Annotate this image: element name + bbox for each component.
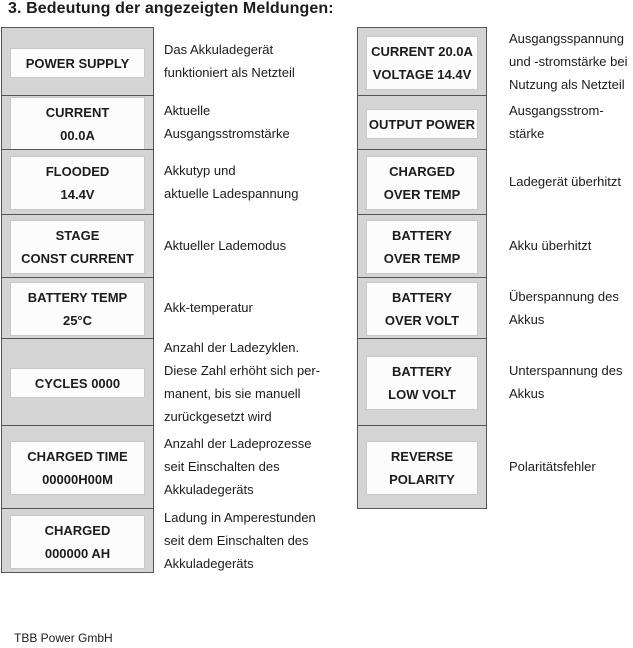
display-text-line: CURRENT — [45, 105, 110, 120]
message-description — [164, 38, 295, 84]
description-line: Anzahl der Ladezyklen. — [164, 340, 300, 355]
description-line: Ausgangsstrom- — [509, 103, 604, 118]
lcd-screen — [366, 356, 478, 410]
display-text-line: CYCLES 0000 — [34, 375, 121, 391]
message-display-right-2 — [357, 95, 487, 150]
description-line: Diese Zahl erhöht sich per- — [164, 363, 321, 378]
message-display-left-3 — [1, 149, 154, 215]
message-description — [164, 506, 316, 575]
description-line: Aktuelle — [164, 103, 211, 118]
display-text-line: STAGE — [55, 228, 100, 243]
display-text-line: CHARGED TIME — [27, 449, 128, 464]
display-text-line: BATTERY — [392, 364, 452, 379]
description-line: Ausgangsspannung — [509, 31, 624, 46]
message-description — [509, 27, 628, 96]
description-line: Akkutyp und — [164, 163, 236, 178]
display-text-line: CONST CURRENT — [21, 251, 134, 266]
display-text-line: BATTERY — [392, 228, 452, 243]
message-description — [164, 159, 298, 205]
description-line: und -stromstärke bei — [509, 54, 628, 69]
description-line: Aktueller Lademodus — [164, 238, 287, 253]
message-description — [164, 432, 311, 501]
description-line: seit dem Einschalten des — [164, 533, 309, 548]
lcd-screen — [10, 515, 145, 569]
message-display-left-5 — [1, 277, 154, 339]
display-text-line: 25°C — [62, 313, 93, 328]
footer-company: TBB Power GmbH — [14, 631, 113, 645]
description-line: Anzahl der Ladeprozesse — [164, 436, 312, 451]
description-line: Akku überhitzt — [509, 238, 592, 253]
display-text-line: CHARGED — [44, 523, 111, 538]
display-text-line: 00.0A — [60, 128, 95, 143]
description-line: aktuelle Ladespannung — [164, 186, 299, 201]
description-line: Akkus — [509, 386, 545, 401]
message-description — [509, 99, 604, 145]
display-text-line: OVER TEMP — [383, 187, 461, 202]
message-description — [509, 285, 619, 331]
message-display-left-4 — [1, 214, 154, 278]
description-line: Das Akkuladegerät — [164, 42, 274, 57]
display-text-line: CURRENT 20.0A — [371, 44, 473, 59]
message-description — [164, 296, 253, 319]
message-description — [509, 455, 596, 478]
message-display-right-7 — [357, 425, 487, 509]
lcd-screen — [10, 156, 145, 210]
message-display-right-1 — [357, 27, 487, 96]
lcd-screen — [10, 282, 145, 336]
description-line: Akk-temperatur — [164, 300, 253, 315]
lcd-screen — [366, 156, 478, 210]
description-line: funktioniert als Netzteil — [164, 65, 295, 80]
message-display-right-5 — [357, 277, 487, 339]
description-line: Polaritätsfehler — [509, 459, 596, 474]
lcd-screen — [10, 97, 145, 151]
display-text-line: POLARITY — [389, 472, 455, 487]
message-display-left-7 — [1, 425, 154, 509]
display-text-line: 00000H00M — [42, 472, 113, 487]
lcd-screen — [10, 368, 145, 398]
description-line: zurückgesetzt wird — [164, 409, 272, 424]
lcd-screen — [366, 282, 478, 336]
description-line: Unterspannung des — [509, 363, 623, 378]
message-description — [164, 336, 320, 428]
lcd-screen — [10, 441, 145, 495]
description-line: Ladegerät überhitzt — [509, 174, 622, 189]
display-text-line: POWER SUPPLY — [25, 55, 130, 71]
description-line: Akkus — [509, 312, 545, 327]
message-display-left-8 — [1, 508, 154, 573]
display-text-line: REVERSE — [390, 449, 454, 464]
message-display-right-3 — [357, 149, 487, 215]
message-description — [164, 99, 290, 145]
lcd-screen — [366, 441, 478, 495]
display-text-line: BATTERY TEMP — [27, 290, 128, 305]
display-text-line: FLOODED — [45, 164, 110, 179]
section-heading: 3. Bedeutung der angezeigten Meldungen: — [8, 0, 334, 17]
message-description — [509, 170, 621, 193]
message-display-left-2 — [1, 95, 154, 150]
description-line: Ausgangsstromstärke — [164, 126, 290, 141]
description-line: Akkuladegeräts — [164, 482, 254, 497]
description-line: seit Einschalten des — [164, 459, 280, 474]
message-display-left-6 — [1, 338, 154, 426]
description-line: Ladung in Amperestunden — [164, 510, 316, 525]
message-description — [164, 234, 286, 257]
display-text-line: CHARGED — [389, 164, 455, 179]
display-text-line: OVER TEMP — [383, 251, 461, 266]
description-line: Überspannung des — [509, 289, 619, 304]
message-display-right-4 — [357, 214, 487, 278]
lcd-screen — [366, 220, 478, 274]
display-text-line: OVER VOLT — [384, 313, 460, 328]
display-text-line: LOW VOLT — [388, 387, 456, 402]
message-description — [509, 359, 622, 405]
lcd-screen — [366, 36, 478, 90]
message-display-right-6 — [357, 338, 487, 426]
description-line: stärke — [509, 126, 545, 141]
display-text-line: VOLTAGE 14.4V — [372, 67, 472, 82]
description-line: Nutzung als Netzteil — [509, 77, 625, 92]
display-text-line: 14.4V — [60, 187, 95, 202]
message-description — [509, 234, 591, 257]
description-line: manent, bis sie manuell — [164, 386, 301, 401]
lcd-screen — [10, 48, 145, 78]
message-display-left-1 — [1, 27, 154, 96]
display-text-line: OUTPUT POWER — [368, 116, 476, 132]
display-text-line: 000000 AH — [44, 546, 111, 561]
lcd-screen — [10, 220, 145, 274]
lcd-screen — [366, 109, 478, 139]
display-text-line: BATTERY — [392, 290, 452, 305]
description-line: Akkuladegeräts — [164, 556, 254, 571]
